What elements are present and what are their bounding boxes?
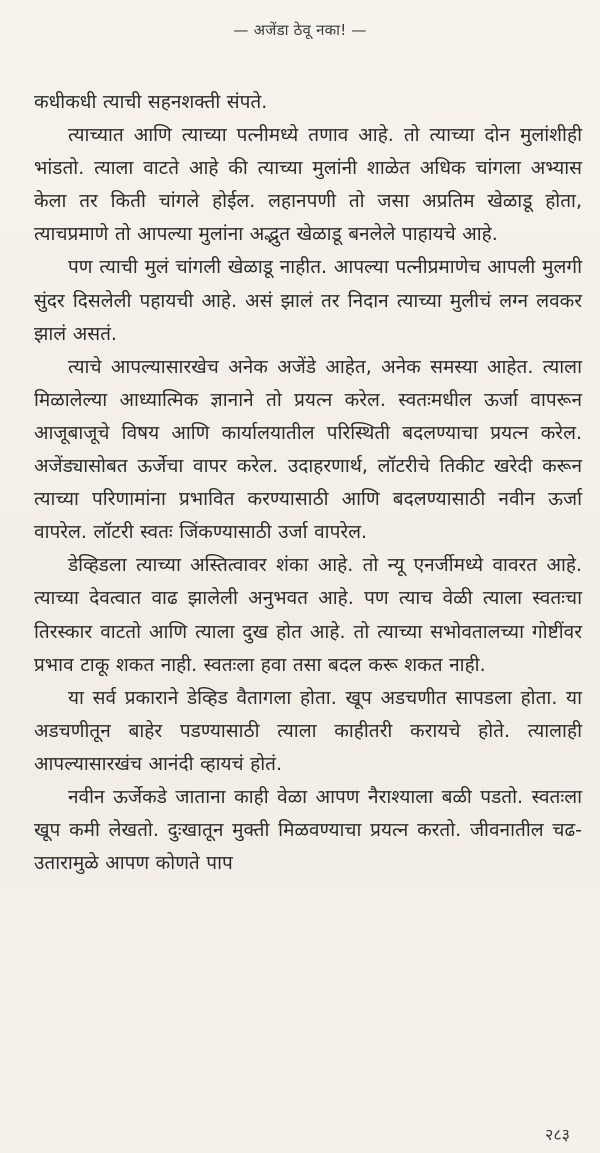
paragraph: या सर्व प्रकाराने डेव्हिड वैतागला होता. खूप अडचणीत सापडला होता. या अडचणीतून बाहेर पडण्यासाठी त्याला काहीतरी करायचे होते. त्यालाही आपल्यासारखंच आनंदी व्हायचं होतं. [34,686,582,775]
paragraph: पण त्याची मुलं चांगली खेळाडू नाहीत. आपल्या पत्नीप्रमाणेच आपली मुलगी सुंदर दिसलेली पहायची आहे. असं झालं तर निदान त्याच्या मुलीचं लग्न लवकर झालं असतं. [34,256,582,345]
page-number: २८३ [545,1125,570,1144]
body-text [34,86,582,880]
paragraph: कधीकधी त्याची सहनशक्ती संपते. [34,91,268,113]
paragraph: डेव्हिडला त्याच्या अस्तित्वावर शंका आहे. तो न्यू एनर्जीमध्ये वावरत आहे. त्याच्या देवत्वात वाढ झालेली अनुभवत आहे. पण त्याच वेळी त्याला स्वतःचा तिरस्कार वाटतो आणि त्याला दुख होत आहे. तो त्याच्या सभोवतालच्या गोष्टींवर प्रभाव टाकू शकत नाही. स्वतःला हवा तसा बदल करू शकत नाही. [34,554,582,676]
paragraph: त्याच्यात आणि त्याच्या पत्नीमध्ये तणाव आहे. तो त्याच्या दोन मुलांशीही भांडतो. त्याला वाटते आहे की त्याच्या मुलांनी शाळेत अधिक चांगला अभ्यास केला तर किती चांगले होईल. लहानपणी तो जसा अप्रतिम खेळाडू होता, त्याचप्रमाणे तो आपल्या मुलांना अद्भुत खेळाडू बनलेले पाहायचे आहे. [34,124,582,246]
paragraph: नवीन ऊर्जेकडे जाताना काही वेळा आपण नैराश्याला बळी पडतो. स्वतःला खूप कमी लेखतो. दुःखातून मुक्ती मिळवण्याचा प्रयत्न करतो. जीवनातील चढ-उतारामुळे आपण कोणते पाप [34,785,582,875]
paragraph: त्याचे आपल्यासारखेच अनेक अजेंडे आहेत, अनेक समस्या आहेत. त्याला मिळालेल्या आध्यात्मिक ज्ञानाने तो प्रयत्न करेल. स्वतःमधील ऊर्जा वापरून आजूबाजूचे विषय आणि कार्यालयातील परिस्थिती बदलण्याचा प्रयत्न करेल. अजेंड्यासोबत ऊर्जेचा वापर करेल. उदाहरणार्थ, लॉटरीचे तिकीट खरेदी करून त्याच्या परिणामांना प्रभावित करण्यासाठी आणि बदलण्यासाठी नवीन ऊर्जा वापरेल. लॉटरी स्वतः जिंकण्यासाठी उर्जा वापरेल. [34,355,582,544]
running-header: — अजेंडा ठेवू नका! — [233,21,367,39]
